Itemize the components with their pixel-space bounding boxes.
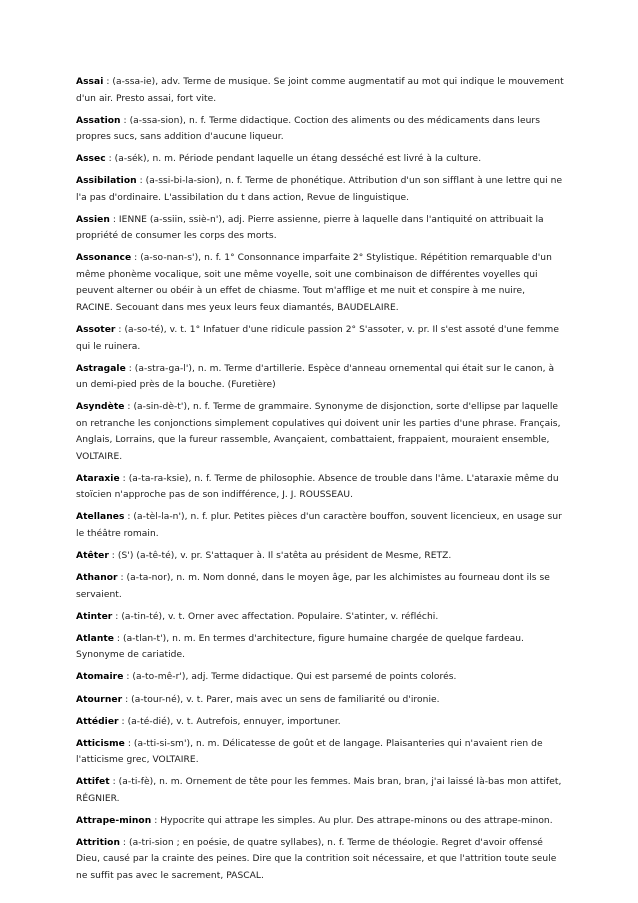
entry-definition: : (a-tour-né), v. t. Parer, mais avec un sens de familiarité ou d'ironie. <box>122 694 440 705</box>
entry-definition: : Hypocrite qui attrape les simples. Au plur. Des attrape-minons ou des attrape-minon. <box>151 815 553 826</box>
dictionary-entry <box>76 173 564 206</box>
entry-headword: Athanor <box>76 573 118 584</box>
entry-definition: : (a-ssa-ie), adv. Terme de musique. Se joint comme augmentatif au mot qui indique le mouvement d'un air. Presto assai, fort vite. <box>76 77 564 104</box>
entry-definition: : (a-ssa-sion), n. f. Terme didactique. Coction des aliments ou des médicaments dans leurs propres sucs, sans addition d'aucune liqueur. <box>76 115 540 143</box>
dictionary-entry <box>76 212 564 245</box>
dictionary-entry <box>76 113 564 146</box>
entry-headword: Atêter <box>76 551 109 562</box>
entry-definition: : (a-ti-fè), n. m. Ornement de tête pour les femmes. Mais bran, bran, j'ai laissé là-bas mon attifet, RÉGNIER. <box>76 777 562 804</box>
entry-definition: : (a-tti-si-sm'), n. m. Délicatesse de goût et de langage. Plaisanteries qui n'avaient rien de l'atticisme grec, VOLTAIRE. <box>76 738 543 766</box>
dictionary-entry <box>76 609 564 626</box>
entry-headword: Attrape-minon <box>76 815 152 826</box>
entry-headword: Assai <box>76 77 104 87</box>
dictionary-entry <box>76 813 564 830</box>
entry-headword: Atticisme <box>76 738 125 749</box>
entry-definition: : (a-ta-nor), n. m. Nom donné, dans le moyen âge, par les alchimistes au fourneau dont ils se servaient. <box>76 573 550 600</box>
entry-headword: Astragale <box>76 363 126 374</box>
dictionary-entry <box>76 509 564 542</box>
entry-definition: : (a-tri-sion ; en poésie, de quatre syllabes), n. f. Terme de théologie. Regret d'avoir offensé Dieu, causé par la crainte des peines. Dire que la contrition soit nécessaire, et que l'attrition toute seule ne suffit pas avec le sacrement, PASCAL. <box>76 837 557 881</box>
dictionary-entry <box>76 74 564 107</box>
entry-headword: Atlante <box>76 633 114 644</box>
dictionary-entry <box>76 322 564 355</box>
entry-definition: : (a-stra-ga-l'), n. m. Terme d'artillerie. Espèce d'anneau ornemental qui était sur le canon, à un demi-pied près de la bouche. (Furetière) <box>76 363 555 391</box>
entry-definition: : (a-to-mê-r'), adj. Terme didactique. Qui est parsemé de points colorés. <box>123 672 457 683</box>
entry-headword: Atourner <box>76 694 123 705</box>
entry-definition: : (a-tin-té), v. t. Orner avec affectation. Populaire. S'atinter, v. réfléchi. <box>112 611 439 622</box>
entry-headword: Assibilation <box>76 176 137 187</box>
entry-definition: : IENNE (a-ssiin, ssiè-n'), adj. Pierre assienne, pierre à laquelle dans l'antiquité on attribuait la propriété de consumer les corps des morts. <box>76 214 544 242</box>
entry-headword: Attrition <box>76 837 120 848</box>
dictionary-entry <box>76 736 564 769</box>
entry-headword: Assec <box>76 154 106 165</box>
entry-headword: Asyndète <box>76 402 125 413</box>
dictionary-entry <box>76 774 564 807</box>
entry-definition: : (a-tlan-t'), n. m. En termes d'architecture, figure humaine chargée de quelque fardeau. Synonyme de cariatide. <box>76 633 524 661</box>
entry-definition: : (S') (a-tê-té), v. pr. S'attaquer à. Il s'atêta au président de Mesme, RETZ. <box>108 551 452 562</box>
entry-headword: Ataraxie <box>76 473 120 484</box>
entry-headword: Attifet <box>76 777 110 788</box>
entry-headword: Assoter <box>76 325 116 336</box>
entry-definition: : (a-so-nan-s'), n. f. 1° Consonnance imparfaite 2° Stylistique. Répétition remarquable d'un même phonème vocalique, soit une même voyelle, soit une combinaison de différentes voyelles qui peuvent alterner ou obéir à un effet de chiasme. Tout m'afflige et me nuit et conspire à me nuire, RACINE. Secouant dans mes yeux leurs feux diamantés, BAUDELAIRE. <box>76 253 552 313</box>
entry-definition: : (a-so-té), v. t. 1° Infatuer d'une ridicule passion 2° S'assoter, v. pr. Il s'est assoté d'une femme qui le ruinera. <box>76 325 559 352</box>
dictionary-entry <box>76 471 564 504</box>
dictionary-entry <box>76 361 564 394</box>
entry-definition: : (a-sin-dè-t'), n. f. Terme de grammaire. Synonyme de disjonction, sorte d'ellipse par laquelle on retranche les conjonctions simplement copulatives qui doivent unir les parties d'une phrase. Français, Anglais, Lorrains, que la fureur rassemble, Avançaient, combattaient, frappaient, mouraient ensemble, VOLTAIRE. <box>76 402 561 462</box>
dictionary-entry <box>76 399 564 465</box>
dictionary-entry <box>76 714 564 731</box>
dictionary-entry <box>76 835 564 885</box>
entry-definition: : (a-sék), n. m. Période pendant laquelle un étang desséché est livré à la culture. <box>105 154 482 165</box>
dictionary-entry <box>76 250 564 316</box>
entry-headword: Atomaire <box>76 672 124 683</box>
entry-headword: Assien <box>76 214 110 225</box>
entry-headword: Assation <box>76 115 121 126</box>
dictionary-entry <box>76 151 564 168</box>
entry-headword: Attédier <box>76 716 119 727</box>
dictionary-entry <box>76 631 564 664</box>
entry-definition: : (a-ta-ra-ksie), n. f. Terme de philosophie. Absence de trouble dans l'âme. L'ataraxie même du stoïcien n'approche pas de son indifférence, J. J. ROUSSEAU. <box>76 473 559 501</box>
entry-definition: : (a-té-dié), v. t. Autrefois, ennuyer, importuner. <box>118 716 341 727</box>
dictionary-page <box>76 74 564 890</box>
entry-definition: : (a-tèl-la-n'), n. f. plur. Petites pièces d'un caractère bouffon, souvent licencieux, en usage sur le théâtre romain. <box>76 512 562 539</box>
entry-definition: : (a-ssi-bi-la-sion), n. f. Terme de phonétique. Attribution d'un son sifflant à une lettre qui ne l'a pas d'ordinaire. L'assibilation du t dans action, Revue de linguistique. <box>76 176 563 203</box>
dictionary-entry <box>76 548 564 565</box>
dictionary-entry <box>76 669 564 686</box>
dictionary-entry <box>76 692 564 709</box>
entry-headword: Atellanes <box>76 512 125 523</box>
dictionary-entry <box>76 570 564 603</box>
entry-headword: Atinter <box>76 611 113 622</box>
entry-headword: Assonance <box>76 253 132 264</box>
